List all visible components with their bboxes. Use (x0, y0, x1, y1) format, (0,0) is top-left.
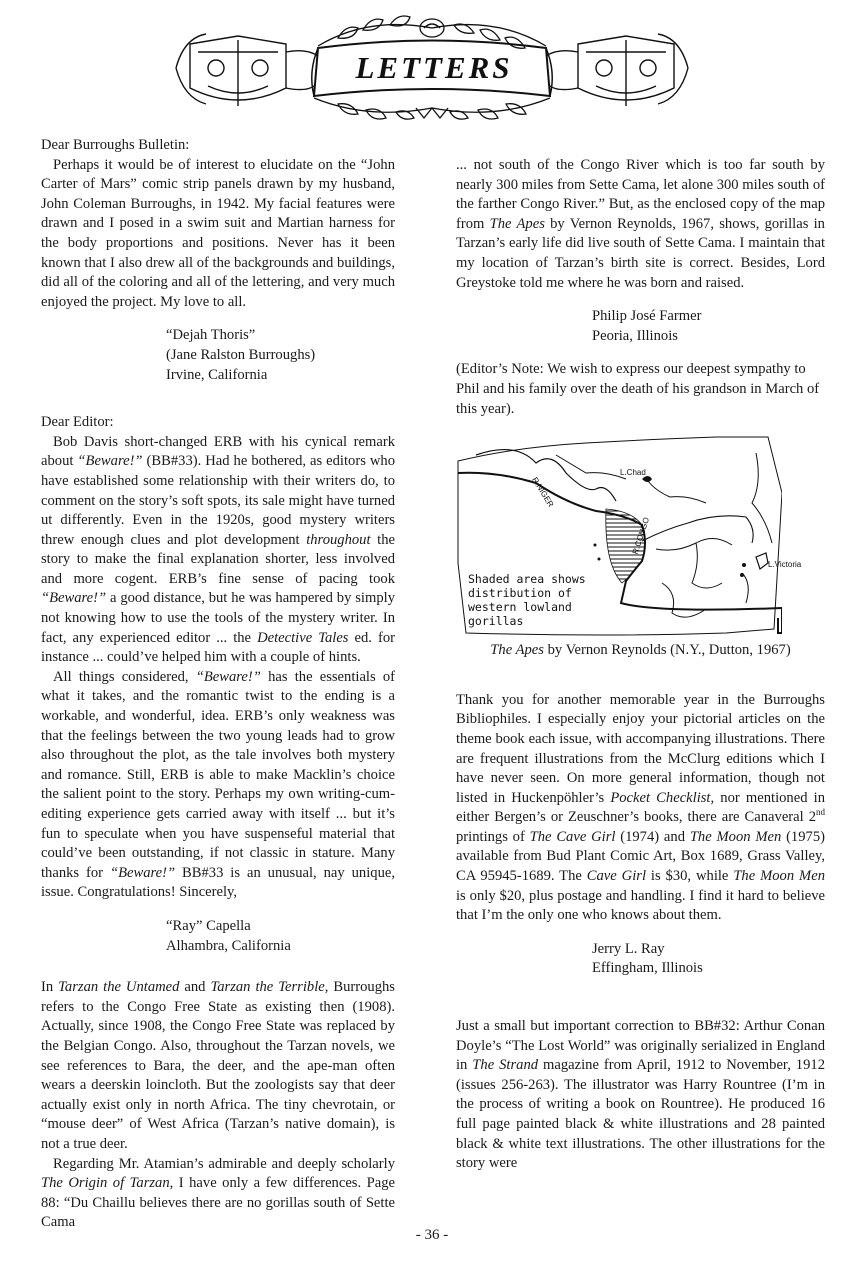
letter5-paragraph-1: Just a small but important correction to BB#32: Arthur Conan Doyle’s “The Lost World” was originally serialized in England in The Strand magazine from April, 1912 to November, 1912 (issues 256-263). The illustrator was Harry Rountree (I’m in the process of writing a book on Rountree). He produced 16 full page painted black & white illustrations and 28 painted black & white text illustrations. The other illustrations for the story were (456, 1018, 825, 1172)
letter3-paragraph-1: In Tarzan the Untamed and Tarzan the Terrible, Burroughs refers to the Congo Free State as existing then (1908). Actually, since 1908, the Congo Free State was replaced by the Belgian Congo. Also, throughout the Tarzan novels, we see references to Bara, the deer, and the ape-man often wears a deerskin loincloth. But the zoologists say that deer actually exist only in north Africa. The tiny chevrotain, or “mouse deer” of West Africa (Tarzan’s native domain), is not a true deer. (41, 979, 395, 1152)
letter1-signature-name: “Dejah Thoris” (166, 327, 256, 344)
letter3-paragraph-3: ... not south of the Congo River which is too far south by nearly 300 miles from Sette Cama, let alone 300 miles south of the farther Congo River.” But, as the enclosed copy of the map from The Apes by Vernon Reynolds, 1967, shows, gorillas in Tarzan’s early life did live south of Sette Cama. I maintain that my location of Tarzan’s birth site is correct. Besides, Lord Greystoke told me where he was born and raised. (456, 157, 825, 291)
letter2-signature-location: Alhambra, California (166, 937, 291, 954)
map-figure-caption: The Apes by Vernon Reynolds (N.Y., Dutton, 1967) (490, 642, 791, 659)
niger-river-label: R.NIGER (530, 475, 556, 509)
congo-river-label: R.CONGO (630, 516, 652, 556)
page-number: - 36 - (415, 1227, 449, 1243)
letter2-salutation: Dear Editor: (41, 414, 114, 431)
letter1-body: Perhaps it would be of interest to elucidate on the “John Carter of Mars” comic strip panels drawn by my husband, John Coleman Burroughs, in 1942. My facial features were drawn and I posed in a swim suit and Martian harness for the body proportions and positions. Never has it been known that I also drew all of the backgrounds and buildings, did all of the coloring and all of the lettering, and very much enjoyed the project. My love to all. (41, 156, 395, 310)
map-caption-line-1: Shaded area shows (468, 572, 586, 587)
letter2-paragraph-1: Bob Davis short-changed ERB with his cynical remark about “Beware!” (BB#33). Had he bothered, as editors who have established some relationship with their writers do, to comment on the story’s soft spots, its sale might have turned ut differently. Even in the 1920s, good mystery writers threw enough clues and plot development throughout the story to make the final explanation shorter, less involved and more cogent. ERB’s fine sense of pacing took “Beware!” a good distance, but he was hampered by simply not knowing how to use the tools of the mystery writer. In fact, any experienced editor ... the Detective Tales ed. for instance ... could’ve helped him with a couple of hints. (41, 433, 396, 666)
lake-victoria-label: L.Victoria (768, 560, 802, 570)
letter3-signature-location: Peoria, Illinois (592, 327, 678, 344)
page-title: LETTERS (355, 50, 513, 85)
lake-chad-label: L.Chad (620, 468, 646, 478)
letter3-signature-name: Philip José Farmer (592, 308, 702, 325)
letter2-signature-name: “Ray” Capella (166, 917, 251, 934)
letter3-paragraph-2: Regarding Mr. Atamian’s admirable and deeply scholarly The Origin of Tarzan, I have only a few differences. Page 88: “Du Chaillu believes there are no gorillas south of Sette Cama (41, 1155, 395, 1231)
gorilla-distribution-map (456, 433, 802, 641)
letter1-signature-fullname: (Jane Ralston Burroughs) (166, 346, 316, 363)
letter1-salutation: Dear Burroughs Bulletin: (41, 137, 190, 153)
left-column (41, 136, 395, 1233)
right-column (456, 156, 825, 1174)
map-caption-line-4: gorillas (468, 614, 524, 629)
editor-note: (Editor’s Note: We wish to express our deepest sympathy to Phil and his family over the death of his grandson in March of this year). (456, 361, 820, 417)
letter4-signature-location: Effingham, Illinois (592, 960, 703, 977)
map-caption-line-3: western lowland (468, 600, 572, 615)
letter4-signature-name: Jerry L. Ray (592, 940, 665, 957)
letter2-paragraph-2: All things considered, “Beware!” has the essentials of what it takes, and the romantic twist to the ending is a workable, and wonderful, idea. ERB’s only weakness was that the feelings between the two young leads had to grow also throughout the plot, as the tale involves both mystery and romance. Still, ERB is able to make Macklin’s choice the salient point to the story. Perhaps my own writing-cum-editing experience gets carried away with itself ... but it’s fun to speculate when you have suspenseful material that could’ve been outstanding, if not classic in stature. Many thanks for “Beware!” BB#33 is an unusual, nay unique, issue. Congratulations! Sincerely, (41, 668, 395, 901)
letter1-signature-location: Irvine, California (166, 366, 268, 383)
map-caption-line-2: distribution of (468, 586, 572, 601)
letter4-paragraph-1: Thank you for another memorable year in the Burroughs Bibliophiles. I especially enjoy your pictorial articles on the theme book each issue, with accompanying illustrations. There are frequent illustrations from the McClurg editions which I have never seen. On more general information, though not listed in Huckenpöhler’s Pocket Checklist, nor mentioned in either Bergen’s or Zeuschner’s books, there are Canaveral 2nd printings of The Cave Girl (1974) and The Moon Men (1975) available from Bud Plant Comic Art, Box 1689, Grass Valley, CA 95945-1689. The Cave Girl is $30, while The Moon Men is only $20, plus postage and handling. I find it hard to believe that I’m the only one who knows about them. (456, 691, 825, 924)
